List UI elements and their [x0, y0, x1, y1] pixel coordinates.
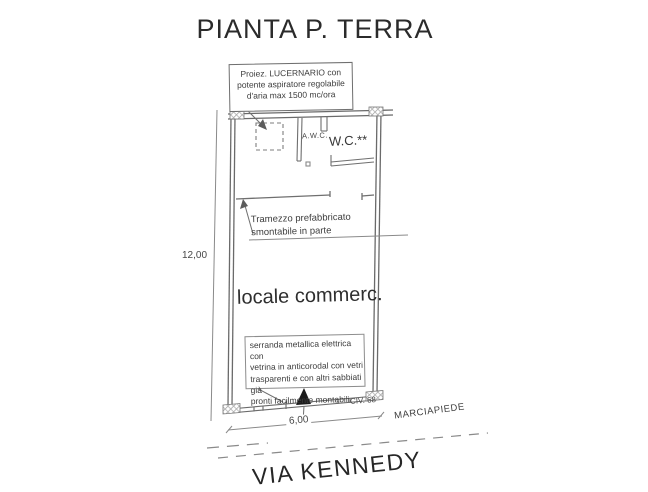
skylight-note-line3: d'aria max 1500 mc/ora	[246, 89, 336, 102]
dimension-depth: 12,00	[182, 250, 208, 261]
shutter-note-line3: trasparenti e con altri sabbiati già	[250, 371, 362, 396]
skylight-projection	[256, 123, 283, 150]
street-name: VIA KENNEDY	[251, 446, 423, 490]
shutter-note-line1: serranda metallica elettrica con	[249, 338, 352, 362]
civic-number: CIV. 68	[349, 395, 377, 406]
sidewalk-label: MARCIAPIEDE	[393, 401, 466, 422]
skylight-note-line2: potente aspiratore regolabile	[236, 78, 345, 91]
dimension-width: 6,00	[286, 414, 312, 427]
skylight-note	[229, 62, 354, 112]
partition-note-line1: Tramezzo prefabbricato	[250, 211, 351, 226]
room-label-commercial: locale commerc.	[236, 283, 383, 309]
skylight-note-line1: Proiez. LUCERNARIO con	[240, 67, 342, 79]
partition-note	[251, 212, 352, 240]
room-label-awc: A.W.C.	[301, 130, 328, 141]
shutter-note-line2: vetrina in anticorodal con vetri	[250, 360, 364, 373]
shutter-note-line4: pronti facilmente montabili	[250, 394, 350, 407]
room-label-wc: W.C.**	[328, 132, 368, 149]
page-title: PIANTA P. TERRA	[196, 14, 434, 44]
partition-wall	[236, 191, 374, 200]
partition-note-line2: smontabile in parte	[251, 224, 332, 238]
